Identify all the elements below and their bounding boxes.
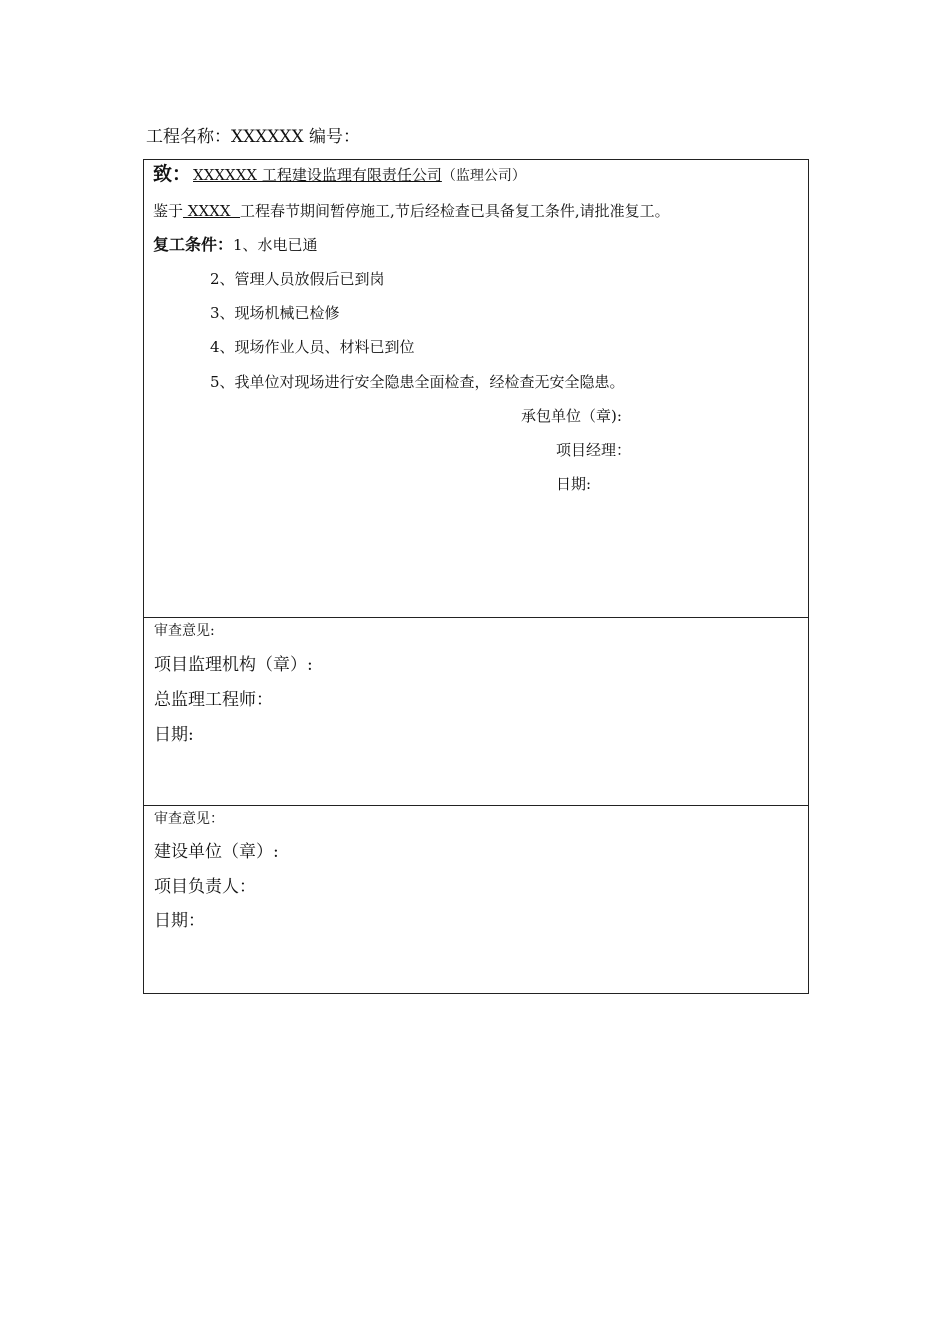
chief-engineer-label: 总监理工程师： — [154, 690, 273, 710]
condition-item: 4、现场作业人员、材料已到位 — [210, 338, 415, 356]
conditions-line — [153, 235, 318, 255]
supervisor-review-section — [144, 617, 808, 805]
application-section — [144, 160, 808, 617]
supervisor-date-label: 日期: — [154, 725, 194, 745]
review-opinion-label: 审查意见： — [154, 811, 224, 827]
owner-org-label: 建设单位（章）: — [154, 842, 279, 862]
number-label: 编号： — [309, 127, 361, 147]
review-opinion-label: 审查意见: — [154, 623, 215, 639]
contractor-date-label: 日期: — [556, 475, 592, 493]
contractor-seal-label: 承包单位（章): — [521, 407, 622, 425]
conditions-label: 复工条件： — [153, 235, 234, 254]
recipient-company: XXXXXX 工程建设监理有限责任公司 — [193, 166, 442, 184]
condition-item: 2、管理人员放假后已到岗 — [210, 270, 385, 288]
recipient-line — [153, 164, 526, 186]
to-label: 致： — [153, 163, 192, 185]
project-manager-label: 项目经理： — [556, 441, 632, 459]
supervision-org-label: 项目监理机构（章）: — [154, 655, 313, 675]
project-owner-label: 项目负责人： — [154, 877, 256, 897]
condition-item: 5、我单位对现场进行安全隐患全面检查，经检查无安全隐患。 — [210, 373, 625, 391]
header-line — [146, 126, 360, 148]
project-name-label: 工程名称： — [146, 127, 231, 147]
condition-item: 3、现场机械已检修 — [210, 304, 340, 322]
recipient-suffix: （监理公司） — [441, 168, 526, 184]
owner-review-section — [144, 805, 808, 993]
intro-line — [153, 201, 670, 221]
project-name-value: XXXXXX — [231, 127, 304, 147]
resumption-form-table — [143, 159, 809, 994]
intro-prefix: 鉴于 — [153, 202, 184, 220]
intro-text: 工程春节期间暂停施工,节后经检查已具备复工条件,请批准复工。 — [240, 202, 670, 220]
condition-item: 1、水电已通 — [233, 236, 318, 254]
owner-date-label: 日期： — [154, 911, 205, 931]
intro-project-name: XXXX — [183, 202, 241, 220]
